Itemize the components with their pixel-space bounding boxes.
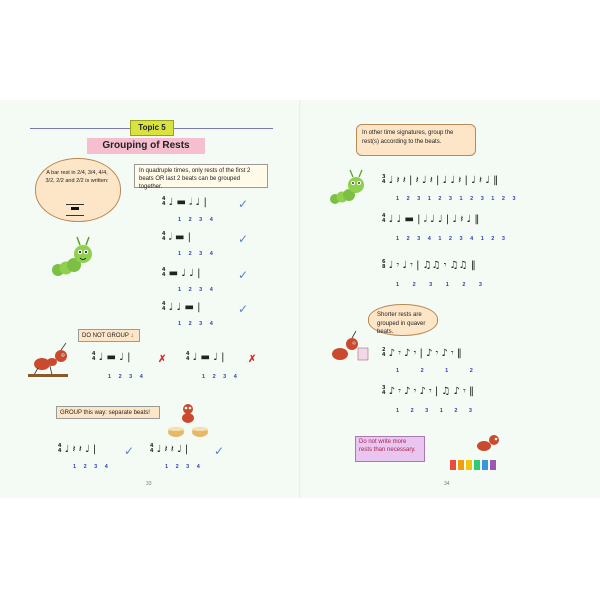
- check-mark: ✓: [238, 197, 249, 211]
- example-row: 4 4 ♩ ▬ ♩ |: [92, 351, 131, 363]
- other-time-bubble: [356, 124, 476, 156]
- caterpillar-illustration: [50, 234, 96, 280]
- example-row: 3 4 ♩ 𝄽 𝄽 | 𝄽 ♩ 𝄽 | ♩ ♩ 𝄽 | ♩ 𝄽 ♩ ‖: [382, 174, 499, 186]
- ant-illustration: [28, 342, 74, 378]
- page-number-right: 34: [444, 481, 450, 487]
- example-row: 4 4 ♩ 𝄽 𝄽 ♩ |: [150, 443, 189, 455]
- example-row: 6 8 ♩ 𝄾 ♩ 𝄾 | ♫♫ 𝄾 ♫♫ ‖: [382, 259, 476, 271]
- ant-xylophone-illustration: [446, 432, 506, 474]
- cross-mark: ✗: [158, 354, 167, 365]
- example-row: 4 4 ♩ ▬ ♩ |: [186, 351, 225, 363]
- beat-numbers: 1 2 3 4: [165, 464, 200, 470]
- do-not-group-label: DO NOT GROUP ↓: [78, 329, 140, 342]
- group-this-way-label: GROUP this way: separate beats!: [56, 406, 160, 419]
- beat-numbers: 1 2 3 4: [178, 251, 213, 257]
- violet-tip-box: Do not write more rests than necessary.: [355, 436, 425, 462]
- beat-numbers: 1 2 3 1 2 3 1 2 3 1 2 3: [396, 196, 516, 202]
- shorter-rests-bubble: [368, 304, 438, 336]
- example-row: 4 4 ▬ ♩ ♩ |: [162, 267, 201, 279]
- beat-numbers: 1 2 3 1 2 3: [396, 282, 482, 288]
- ant-drummer-illustration: [166, 402, 210, 442]
- check-mark: ✓: [238, 232, 249, 246]
- check-mark: ✓: [238, 268, 249, 282]
- example-row: 4 4 ♩ ♩ ▬ |: [162, 301, 201, 313]
- example-row: 4 4 ♩ ▬ 𝅗𝅥 ♩ |: [162, 196, 207, 208]
- example-row: 4 4 ♩ ♩ ▬ | 𝅗𝅥 ♩ ♩ | ♩ 𝄽 ♩ ‖: [382, 213, 480, 225]
- beat-numbers: 1 2 3 4: [178, 287, 213, 293]
- cross-mark: ✗: [248, 354, 257, 365]
- caterpillar-illustration: [328, 168, 368, 208]
- topic-badge: Topic 5: [130, 120, 174, 136]
- beat-numbers: 1 2 3 4: [178, 217, 213, 223]
- example-row: 4 4 ♩ 𝄽 𝄽 ♩ |: [58, 443, 97, 455]
- check-mark: ✓: [238, 302, 249, 316]
- quadruple-info-box: In quadruple times, only rests of the first 2 beats OR last 2 beats can be grouped together.: [134, 164, 268, 188]
- page-title: Grouping of Rests: [87, 138, 205, 154]
- example-row: 2 4 ♪ 𝄾 ♪ 𝄾 | ♪ 𝄾 ♪ 𝄾 ‖: [382, 347, 462, 359]
- example-row: 4 4 𝅗𝅥 ▬ |: [162, 231, 192, 243]
- beat-numbers: 1 2 3 4: [108, 374, 143, 380]
- ant-reading-illustration: [326, 330, 372, 370]
- beat-numbers: 1 2 1 2: [396, 368, 473, 374]
- beat-numbers: 1 2 3 1 2 3: [396, 408, 472, 414]
- other-time-bubble-text: In other time signatures, group the rest(s) according to the beats.: [362, 130, 454, 145]
- shorter-rests-bubble-text: Shorter rests are grouped in quaver beats.: [377, 312, 426, 335]
- example-row: 3 4 ♪ 𝄾 ♪ 𝄾 ♪ 𝄾 | ♫ ♪ 𝄾 ‖: [382, 385, 474, 397]
- beat-numbers: 1 2 3 4: [73, 464, 108, 470]
- check-mark: ✓: [124, 444, 135, 458]
- beat-numbers: 1 2 3 4: [202, 374, 237, 380]
- beat-numbers: 1 2 3 4 1 2 3 4 1 2 3: [396, 236, 505, 242]
- check-mark: ✓: [214, 444, 225, 458]
- bar-rest-staff: [66, 204, 84, 216]
- book-gutter: [299, 100, 301, 498]
- beat-numbers: 1 2 3 4: [178, 321, 213, 327]
- page-number-left: 33: [146, 481, 152, 487]
- bar-rest-bubble-text: A bar rest in 2/4, 3/4, 4/4, 3/2, 2/2 and 2/2 is written:: [45, 170, 109, 184]
